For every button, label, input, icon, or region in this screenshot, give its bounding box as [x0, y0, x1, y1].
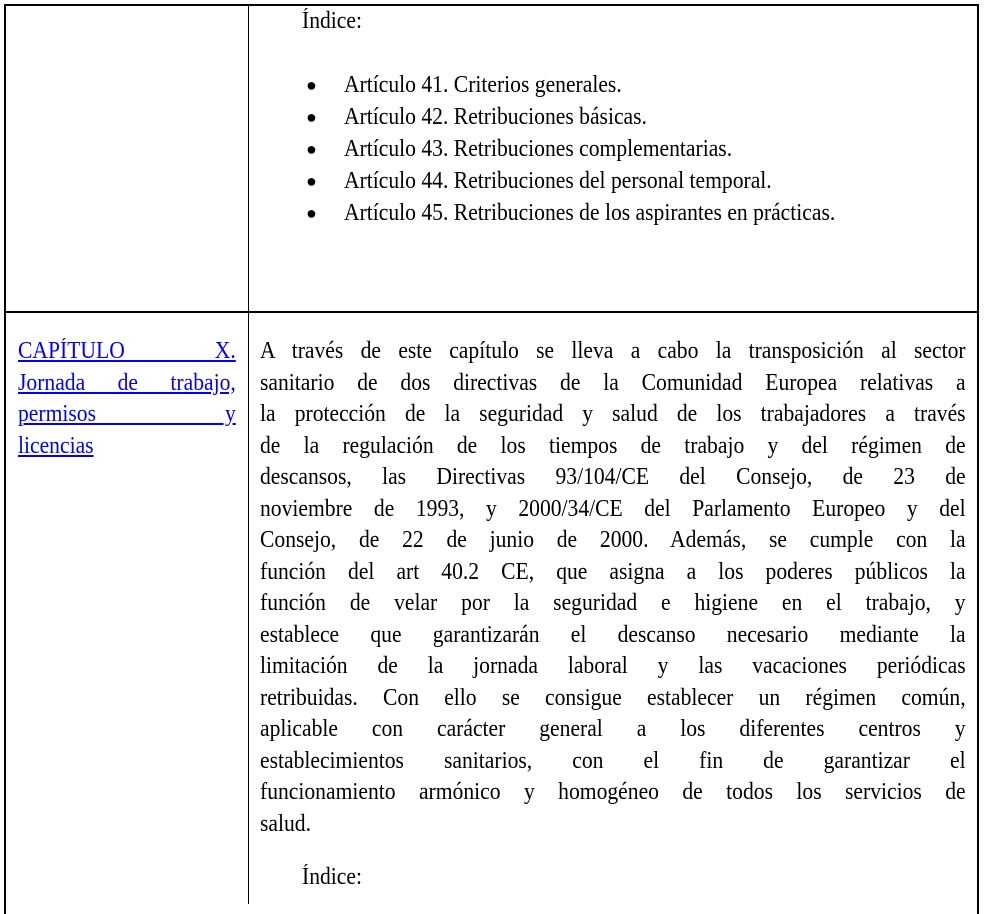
list-item: ● Artículo 43. Retribuciones complementarias.	[300, 133, 890, 165]
paragraph-line: establecimientos sanitarios, con el fin de garantizar el	[260, 747, 966, 774]
index-heading-2: Índice:	[302, 864, 362, 890]
bullet-icon: ●	[306, 139, 317, 159]
paragraph-line: limitación de la jornada laboral y las vacaciones periódicas	[260, 653, 966, 679]
paragraph-line: funcionamiento armónico y homogéneo de todos los servicios de	[260, 779, 966, 805]
row-divider	[4, 311, 979, 313]
paragraph-line: sanitario de dos directivas de la Comunidad Europea relativas a	[260, 369, 966, 396]
paragraph-line: Consejo, de 22 de junio de 2000. Además, se cumple con la	[260, 527, 966, 553]
index-heading: Índice:	[302, 8, 362, 34]
column-divider	[248, 4, 249, 904]
chapter-x-link[interactable]	[18, 336, 236, 462]
paragraph-line: función del art 40.2 CE, que asigna a los poderes públicos la	[260, 558, 966, 585]
link-line[interactable]: licencias	[18, 432, 94, 459]
bullet-icon: ●	[306, 203, 317, 223]
paragraph-line: descansos, las Directivas 93/104/CE del Consejo, de 23 de	[260, 464, 966, 490]
paragraph-line: la protección de la seguridad y salud de los trabajadores a través	[260, 401, 966, 427]
bullet-icon: ●	[306, 171, 317, 191]
paragraph-line: salud.	[260, 810, 312, 837]
paragraph-line: A través de este capítulo se lleva a cabo la transposición al sector	[260, 338, 966, 364]
paragraph-line: aplicable con carácter general a los diferentes centros y	[260, 716, 966, 742]
chapter-description	[260, 336, 966, 840]
link-line[interactable]: CAPÍTULO X.	[18, 338, 236, 364]
list-item: ● Artículo 42. Retribuciones básicas.	[300, 101, 890, 133]
link-line[interactable]: Jornada de trabajo,	[18, 369, 236, 396]
paragraph-line: retribuidas. Con ello se consigue establecer un régimen común,	[260, 684, 966, 711]
paragraph-line: noviembre de 1993, y 2000/34/CE del Parlamento Europeo y del	[260, 495, 966, 522]
article-list	[300, 69, 890, 229]
bullet-icon: ●	[306, 107, 317, 127]
paragraph-line: función de velar por la seguridad e higiene en el trabajo, y	[260, 590, 966, 616]
bullet-icon: ●	[306, 75, 317, 95]
paragraph-line: de la regulación de los tiempos de trabajo y del régimen de	[260, 432, 966, 459]
list-item: ● Artículo 45. Retribuciones de los aspirantes en prácticas.	[300, 197, 890, 229]
list-item: ● Artículo 44. Retribuciones del personal temporal.	[300, 165, 890, 197]
list-item: ● Artículo 41. Criterios generales.	[300, 69, 890, 101]
link-line[interactable]: permisos y	[18, 401, 236, 427]
paragraph-line: establece que garantizarán el descanso necesario mediante la	[260, 621, 966, 648]
